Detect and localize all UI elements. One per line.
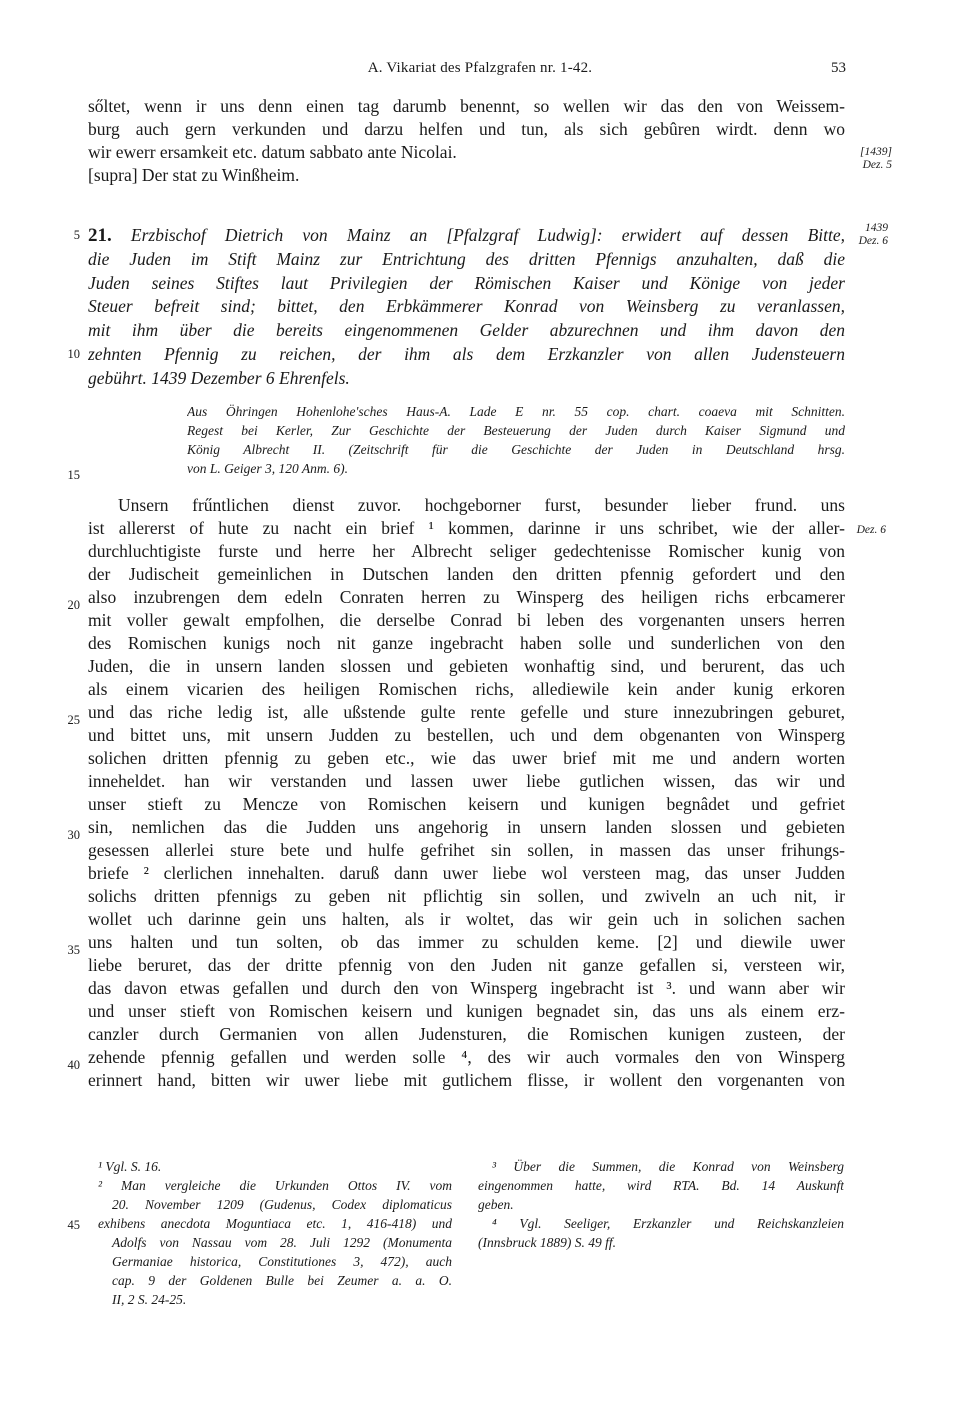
text-line: König Albrecht II. (Zeitschrift für die Geschichte der Juden in Deutschland hrsg. — [187, 442, 845, 457]
text-line: als einem vicarien des heiligen Romischen richs, allediewile kein ander kunig erkoren — [88, 679, 845, 699]
text-line: mit ihm über die bereits eingenommenen Gelder abzurechnen und ihm davon den — [88, 320, 845, 341]
text-line: und bittet uns, mit unsern Judden zu bestellen, uch und dem obgenanten von Winsperg — [88, 725, 845, 745]
text-line: Steuer befreit sind; bittet, den Erbkämmerer Konrad von Weinsberg zu veranlassen, — [88, 296, 845, 317]
text-line: also inzubrengen dem edeln Conraten herren zu Winsperg des heiligen richs erbcamerer — [88, 587, 845, 607]
text-line: burg auch gern verkunden und darzu helfen und tun, als sich gebûren wirdt. denn wo — [88, 119, 845, 139]
text-line: unser stieft zu Mencze von Romischen keisern und kunigen begnâdet und gefriet — [88, 794, 845, 814]
text-line: mit voller gewalt empfolhen, die derselbe Conrad bi leben des vorgenanten unsers herren — [88, 610, 845, 630]
margin-year: [1439] — [860, 146, 892, 158]
footnotes-right — [478, 1157, 844, 1252]
text-line: [supra] Der stat zu Winßheim. — [88, 165, 300, 185]
text-line: gesessen allerlei sture bete und hulfe gefrihet sin sollen, in massen das unser frihungs- — [88, 840, 845, 860]
text-line: briefe ² clerlichen innehalten. daruß dann uwer liebe wol versteen mag, das unser Judden — [88, 863, 845, 883]
footnote-line: exhibens anecdota Moguntiaca etc. 1, 416-418) und — [98, 1216, 452, 1231]
margin-year: 1439 — [865, 222, 888, 234]
text-line: des Romischen kunigs noch nit ganze ingebracht haben solle und sunderlichen von den — [88, 633, 845, 653]
footnote-line: (Innsbruck 1889) S. 49 ff. — [478, 1235, 616, 1250]
text-line: uns halten und tun solten, ob das immer zu schulden keme. [2] und diewile uwer — [88, 932, 845, 952]
text-line: sőltet, wenn ir uns denn einen tag darumb benennt, so wellen wir das den von Weissem- — [88, 96, 845, 116]
intro-text — [88, 95, 845, 187]
document-summary — [88, 224, 845, 391]
text-line: und das riche ledig ist, alle ußstende gulte rente gefelle und sture innezubringen geburet, — [88, 702, 845, 722]
text-line: die Juden im Stift Mainz zur Entrichtung des dritten Pfennigs anzuhalten, daß die — [88, 248, 845, 269]
line-number: 10 — [67, 347, 80, 361]
text-margin-date: Dez. 6 — [856, 524, 886, 536]
footnote-line: ² Man vergleiche die Urkunden Ottos IV. vom — [98, 1178, 452, 1193]
document-number: 21. — [88, 225, 112, 246]
line-number: 45 — [67, 1218, 80, 1232]
line-number: 30 — [67, 828, 80, 842]
text-line: und unser stieft von Romischen keisern und kunigen begnadet sin, das uns als einem erz- — [88, 1001, 845, 1021]
footnote-line: geben. — [478, 1197, 514, 1212]
text-line: von L. Geiger 3, 120 Anm. 6). — [187, 461, 348, 476]
doc-margin-date — [848, 222, 888, 248]
text-line: Juden seines Stiftes laut Privilegien der Römischen Kaiser und Könige von jeder — [88, 272, 845, 293]
footnote-line: ⁴ Vgl. Seeliger, Erzkanzler und Reichskanzleien — [492, 1216, 844, 1231]
text-line: 21. Erzbischof Dietrich von Mainz an [Pfalzgraf Ludwig]: erwidert auf dessen Bitte, — [88, 225, 845, 246]
line-number: 40 — [67, 1058, 80, 1072]
text-line: der Judischeit gemeinlichen in Dutschen landen den dritten pfennig gefordert und den — [88, 564, 845, 584]
footnotes-left — [98, 1157, 452, 1309]
text-line: solichen dritten pfennig zu geben etc., wie das uwer brief mit me und andern worten — [88, 748, 845, 768]
line-number: 15 — [67, 468, 80, 482]
text-line: Unsern frűntlichen dienst zuvor. hochgeborner furst, besunder lieber frund. uns — [118, 495, 845, 515]
text-line: wollet uch darinne gein uns halten, als ir woltet, das wir gein uch in solichen sachen — [88, 909, 845, 929]
running-header: A. Vikariat des Pfalzgrafen nr. 1-42. — [367, 60, 593, 76]
text-line: erinnert hand, bitten wir uwer liebe mit gutlichem flisse, ir wollent den vorgenanten von — [88, 1070, 845, 1090]
text-line: inneheldet. han wir verstanden und lassen uwer liebe gutlichen wissen, das wir und — [88, 771, 845, 791]
page-number: 53 — [831, 60, 846, 76]
text-line: zehende pfennig gefallen und werden solle ⁴, des wir auch vormales den von Winsperg — [88, 1047, 845, 1067]
footnote-line: Germaniae historica, Constitutiones 3, 472), auch — [112, 1254, 452, 1269]
line-number: 35 — [67, 943, 80, 957]
footnote-line: II, 2 S. 24-25. — [112, 1292, 187, 1307]
text-line: Juden, die in unsern landen slossen und gebieten wonhaftig sind, und berurent, das uch — [88, 656, 845, 676]
footnote-line: ³ Über die Summen, die Konrad von Weinsberg — [492, 1159, 844, 1174]
text-line: zehnten Pfennig zu reichen, der ihm als dem Erzkanzler von allen Judensteuern — [88, 343, 845, 364]
text-line: ist allererst of hute zu nacht ein brief ¹ kommen, darinne ir uns schribet, wie der aller- — [88, 518, 845, 538]
line-number: 5 — [73, 228, 80, 242]
footnote-line: Adolfs von Nassau vom 28. Juli 1292 (Monumenta — [112, 1235, 452, 1250]
text-line: wir ewerr ersamkeit etc. datum sabbato ante Nicolai. — [88, 142, 457, 162]
margin-day: Dez. 5 — [862, 159, 892, 171]
footnote-line: ¹ Vgl. S. 16. — [98, 1159, 162, 1174]
text-line: durchluchtigiste furste und herre her Albrecht seliger gedechtenisse Romischer kunig von — [88, 541, 845, 561]
footnote-line: cap. 9 der Goldenen Bulle bei Zeumer a. a. O. — [112, 1273, 452, 1288]
text-line: canzler durch Germanien von allen Judensturen, die Romischen kunigen zusteen, der — [88, 1024, 845, 1044]
text-line: das davon etwas gefallen und durch den von Winsperg ingebracht ist ³. und wann aber wir — [88, 978, 845, 998]
footnote-line: 20. November 1209 (Gudenus, Codex diplomaticus — [112, 1197, 452, 1212]
footnote-line: eingenommen hatte, wird RTA. Bd. 14 Auskunft — [478, 1178, 844, 1193]
letter-text — [88, 494, 845, 1092]
margin-date — [850, 146, 892, 172]
line-number: 25 — [67, 713, 80, 727]
line-number: 20 — [67, 598, 80, 612]
source-note — [187, 402, 845, 478]
text-line: Aus Öhringen Hohenlohe'sches Haus-A. Lade E nr. 55 cop. chart. coaeva mit Schnitten. — [187, 404, 845, 419]
text-line: liebe beruret, das der dritte pfennig von den Juden nit ganze gefallen si, versteen wir, — [88, 955, 845, 975]
text-line: gebührt. 1439 Dezember 6 Ehrenfels. — [88, 367, 350, 388]
margin-day: Dez. 6 — [858, 235, 888, 247]
text-line: solichs dritten pfennigs zu geben nit pflichtig sin sollen, und zwiveln an uch nit, ir — [88, 886, 845, 906]
text-line: sin, nemlichen das die Judden uns angehorig in unsern landen slossen und gebieten — [88, 817, 845, 837]
text-line: Regest bei Kerler, Zur Geschichte der Besteuerung der Juden durch Kaiser Sigmund und — [187, 423, 845, 438]
